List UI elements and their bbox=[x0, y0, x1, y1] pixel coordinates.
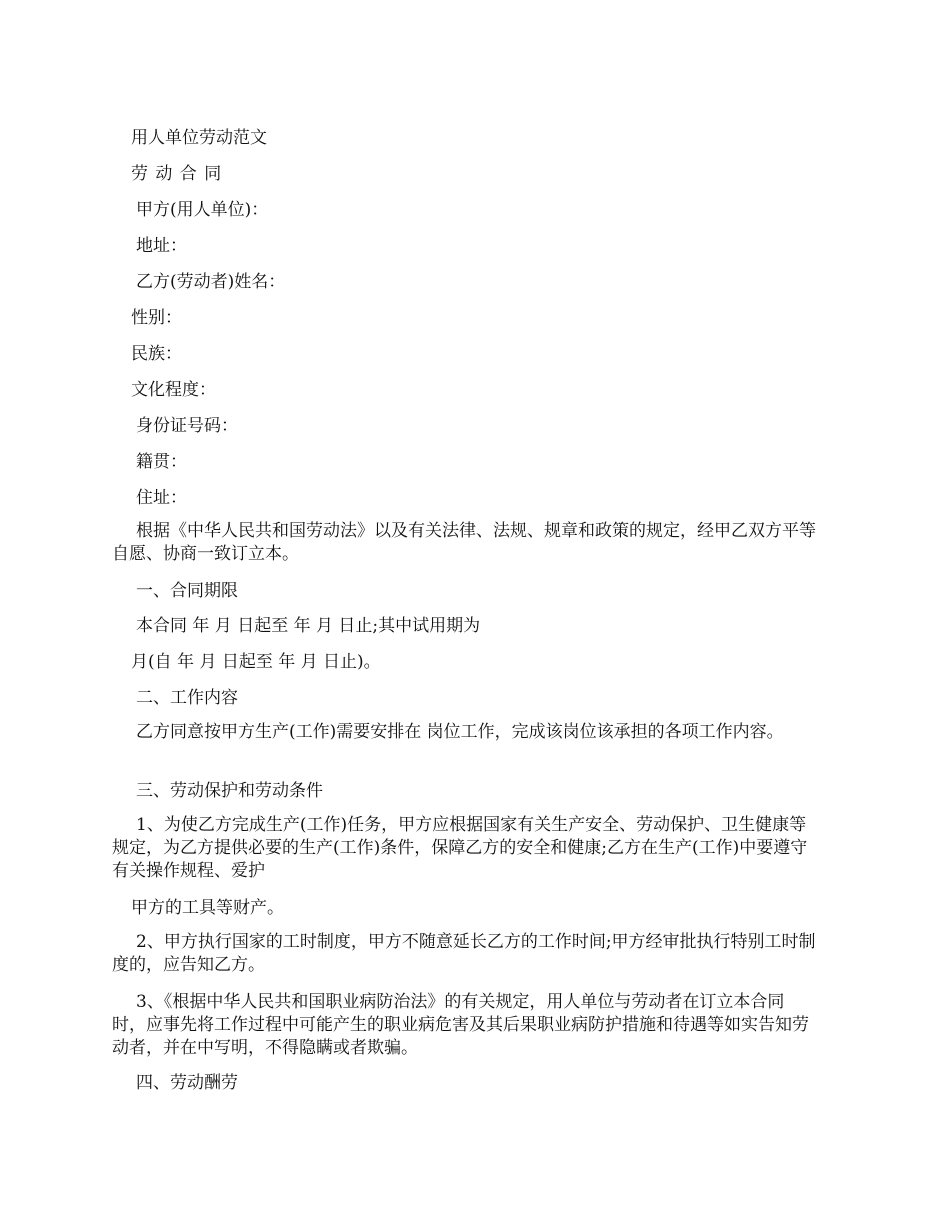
native-place-field: 籍贯： bbox=[136, 452, 187, 472]
education-field: 文化程度： bbox=[131, 380, 216, 400]
gender-field: 性别： bbox=[131, 308, 182, 328]
document-title: 用人单位劳动范文 bbox=[131, 128, 267, 148]
section-3-title: 三、劳动保护和劳动条件 bbox=[136, 781, 323, 801]
section-1-title: 一、合同期限 bbox=[136, 581, 238, 601]
intro-paragraph: 根据《中华人民共和国劳动法》以及有关法律、法规、规章和政策的规定，经甲乙双方平等自愿、协商一致订立本。 bbox=[112, 521, 816, 564]
section-4-title: 四、劳动酬劳 bbox=[136, 1073, 238, 1093]
section-2-title: 二、工作内容 bbox=[136, 688, 238, 708]
party-a-field: 甲方(用人单位)： bbox=[136, 200, 269, 220]
section-2-paragraph: 乙方同意按甲方生产(工作)需要安排在 岗位工作，完成该岗位该承担的各项工作内容。 bbox=[136, 722, 784, 742]
section-3-item-1-continued: 甲方的工具等财产。 bbox=[131, 898, 284, 918]
section-3-item-1: 1、为使乙方完成生产(工作)任务，甲方应根据国家有关生产安全、劳动保护、卫生健康等规定，为乙方提供必要的生产(工作)条件，保障乙方的安全和健康;乙方在生产(工作)中要遵守有关操作规程、爱护 bbox=[112, 815, 808, 881]
contract-heading: 劳 动 合 同 bbox=[131, 164, 223, 184]
section-3-item-3: 3、《根据中华人民共和国职业病防治法》的有关规定，用人单位与劳动者在订立本合同时，应事先将工作过程中可能产生的职业病危害及其后果职业病防护措施和待遇等如实告知劳动者，并在中写明，不得隐瞒或者欺骗。 bbox=[112, 992, 809, 1058]
section-3-item-2: 2、甲方执行国家的工时制度，甲方不随意延长乙方的工作时间;甲方经审批执行特别工时制度的，应告知乙方。 bbox=[112, 932, 816, 975]
section-1-line-1: 本合同 年 月 日起至 年 月 日止;其中试用期为 bbox=[136, 616, 481, 636]
section-1-line-2: 月(自 年 月 日起至 年 月 日止)。 bbox=[131, 652, 381, 672]
residence-field: 住址： bbox=[136, 488, 187, 508]
id-number-field: 身份证号码： bbox=[136, 416, 238, 436]
ethnicity-field: 民族： bbox=[131, 344, 182, 364]
party-b-field: 乙方(劳动者)姓名： bbox=[136, 272, 286, 292]
address-field: 地址： bbox=[136, 236, 187, 256]
